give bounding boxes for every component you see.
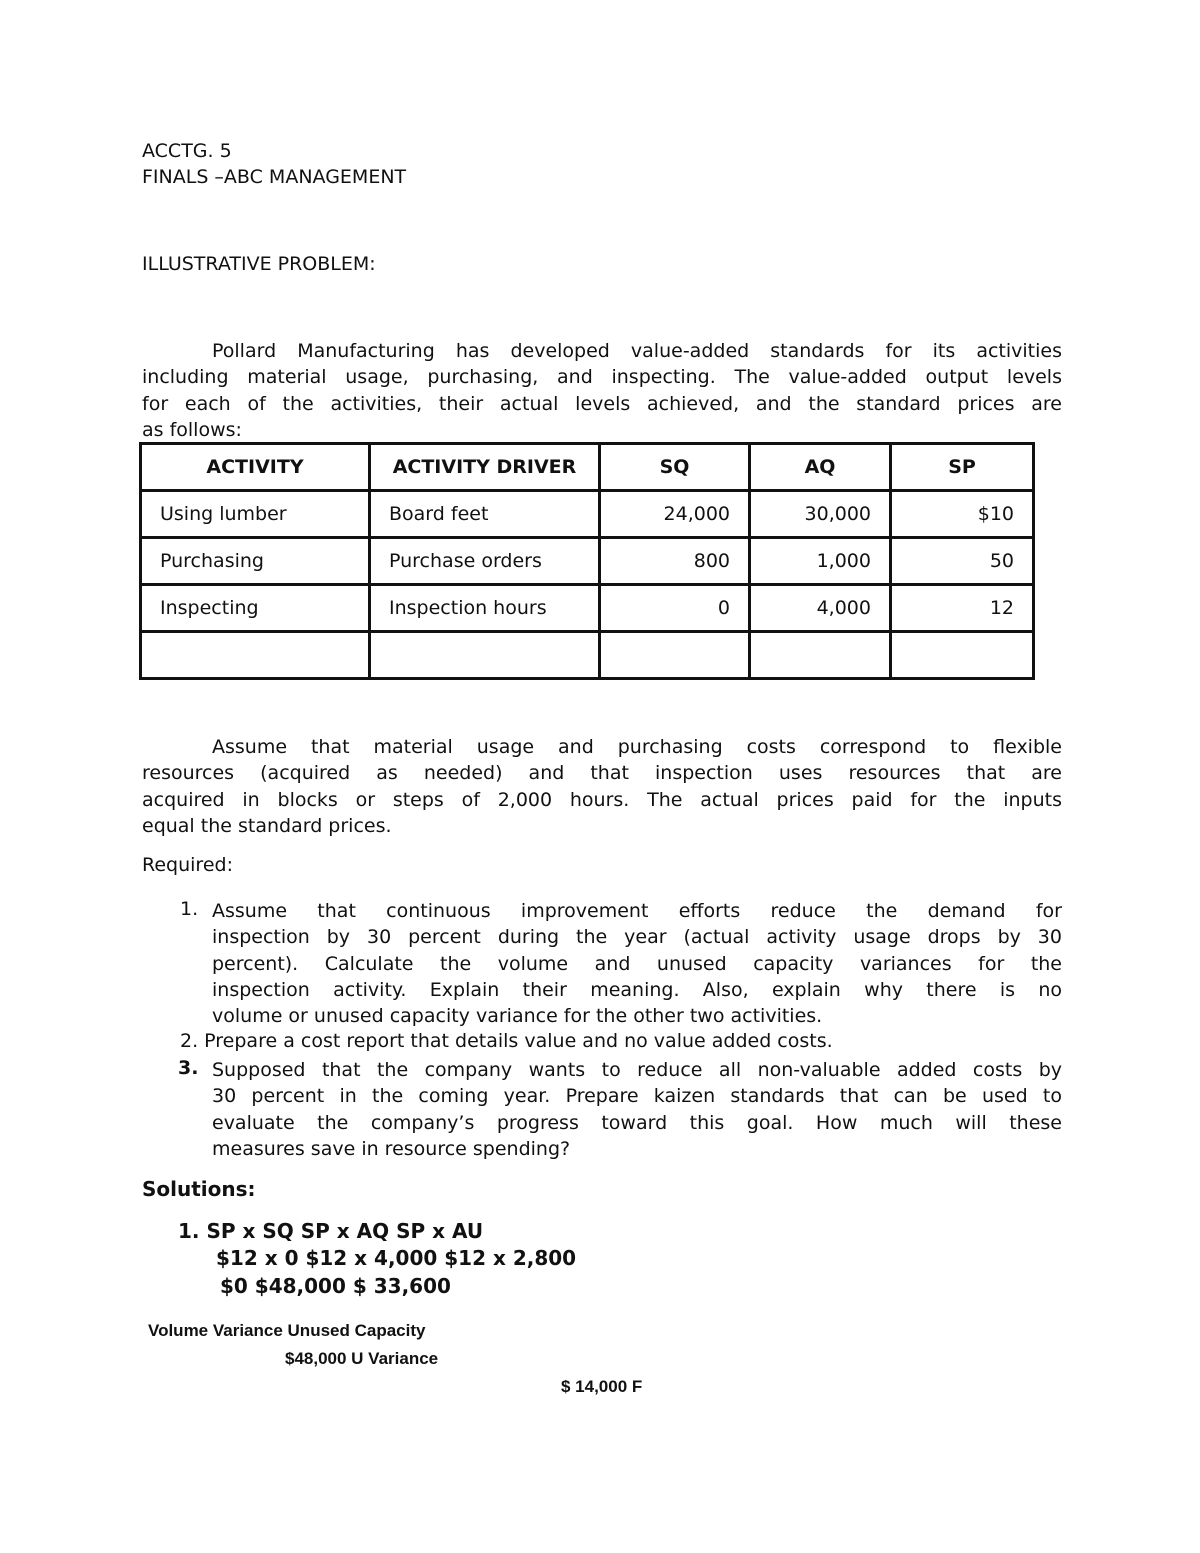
- intro-line: as follows:: [142, 418, 242, 441]
- cell-activity: Inspecting: [141, 585, 370, 632]
- cell-sq: 800: [600, 538, 750, 585]
- cell-aq: 1,000: [750, 538, 891, 585]
- section-heading: ILLUSTRATIVE PROBLEM:: [142, 253, 376, 275]
- assumption-paragraph: [142, 734, 1062, 839]
- cell-driver: Board feet: [370, 491, 600, 538]
- solution-formula-line: 1. SP x SQ SP x AQ SP x AU: [178, 1219, 484, 1243]
- volume-variance-value: $48,000 U Variance: [285, 1349, 439, 1368]
- table-row: [141, 491, 1034, 538]
- required-item-1: [212, 898, 1062, 1029]
- solution-totals-line: $0 $48,000 $ 33,600: [220, 1274, 451, 1298]
- required-item-1-number: 1.: [180, 898, 199, 920]
- variance-labels: Volume Variance Unused Capacity: [148, 1321, 426, 1340]
- required-item-3-line: measures save in resource spending?: [212, 1137, 571, 1160]
- cell-empty: [370, 632, 600, 679]
- header-aq: AQ: [750, 444, 891, 491]
- cell-sq: 0: [600, 585, 750, 632]
- table-row: [141, 538, 1034, 585]
- solutions-heading: Solutions:: [142, 1177, 256, 1201]
- assumption-line: Assume that material usage and purchasing costs correspond to flexible: [212, 736, 1062, 758]
- cell-sq: 24,000: [600, 491, 750, 538]
- required-item-3-line: evaluate the company’s progress toward this goal. How much will these: [212, 1111, 1062, 1134]
- required-label: Required:: [142, 854, 233, 876]
- course-code: ACCTG. 5: [142, 140, 232, 162]
- intro-line: including material usage, purchasing, and inspecting. The value-added output levels: [142, 366, 1062, 389]
- header-sp: SP: [891, 444, 1034, 491]
- cell-driver: Purchase orders: [370, 538, 600, 585]
- required-item-3-line: Supposed that the company wants to reduce all non-valuable added costs by: [212, 1059, 1062, 1081]
- cell-sp: $10: [891, 491, 1034, 538]
- solution-values-line: $12 x 0 $12 x 4,000 $12 x 2,800: [216, 1246, 577, 1270]
- required-item-1-line: Assume that continuous improvement efforts reduce the demand for: [212, 900, 1062, 922]
- intro-line: Pollard Manufacturing has developed value-added standards for its activities: [212, 340, 1062, 362]
- cell-empty: [600, 632, 750, 679]
- assumption-line: resources (acquired as needed) and that inspection uses resources that are: [142, 762, 1062, 785]
- required-item-3: [212, 1057, 1062, 1162]
- cell-activity: Using lumber: [141, 491, 370, 538]
- header-activity: ACTIVITY: [141, 444, 370, 491]
- cell-empty: [750, 632, 891, 679]
- unused-capacity-value: $ 14,000 F: [561, 1377, 643, 1396]
- cell-sp: 12: [891, 585, 1034, 632]
- required-item-1-line: volume or unused capacity variance for the other two activities.: [212, 1005, 823, 1028]
- cell-empty: [141, 632, 370, 679]
- assumption-line: acquired in blocks or steps of 2,000 hours. The actual prices paid for the inputs: [142, 788, 1062, 811]
- cell-aq: 30,000: [750, 491, 891, 538]
- required-item-3-number: 3.: [178, 1057, 199, 1079]
- cell-aq: 4,000: [750, 585, 891, 632]
- table-row-empty: [141, 632, 1034, 679]
- required-item-3-line: 30 percent in the coming year. Prepare kaizen standards that can be used to: [212, 1085, 1062, 1108]
- required-item-1-line: inspection activity. Explain their meaning. Also, explain why there is no: [212, 978, 1062, 1001]
- intro-line: for each of the activities, their actual levels achieved, and the standard prices are: [142, 392, 1062, 415]
- cell-activity: Purchasing: [141, 538, 370, 585]
- required-item-1-line: inspection by 30 percent during the year (actual activity usage drops by 30: [212, 926, 1062, 949]
- table-row: [141, 585, 1034, 632]
- required-item-1-line: percent). Calculate the volume and unused capacity variances for the: [212, 952, 1062, 975]
- cell-sp: 50: [891, 538, 1034, 585]
- cell-empty: [891, 632, 1034, 679]
- header-sq: SQ: [600, 444, 750, 491]
- cell-driver: Inspection hours: [370, 585, 600, 632]
- intro-paragraph: [142, 338, 1062, 443]
- required-item-2: 2. Prepare a cost report that details value and no value added costs.: [180, 1030, 833, 1052]
- document-subtitle: FINALS –ABC MANAGEMENT: [142, 166, 407, 188]
- table-header-row: [141, 444, 1034, 491]
- activity-standards-table: [139, 442, 1035, 680]
- assumption-line: equal the standard prices.: [142, 814, 392, 837]
- header-activity-driver: ACTIVITY DRIVER: [370, 444, 600, 491]
